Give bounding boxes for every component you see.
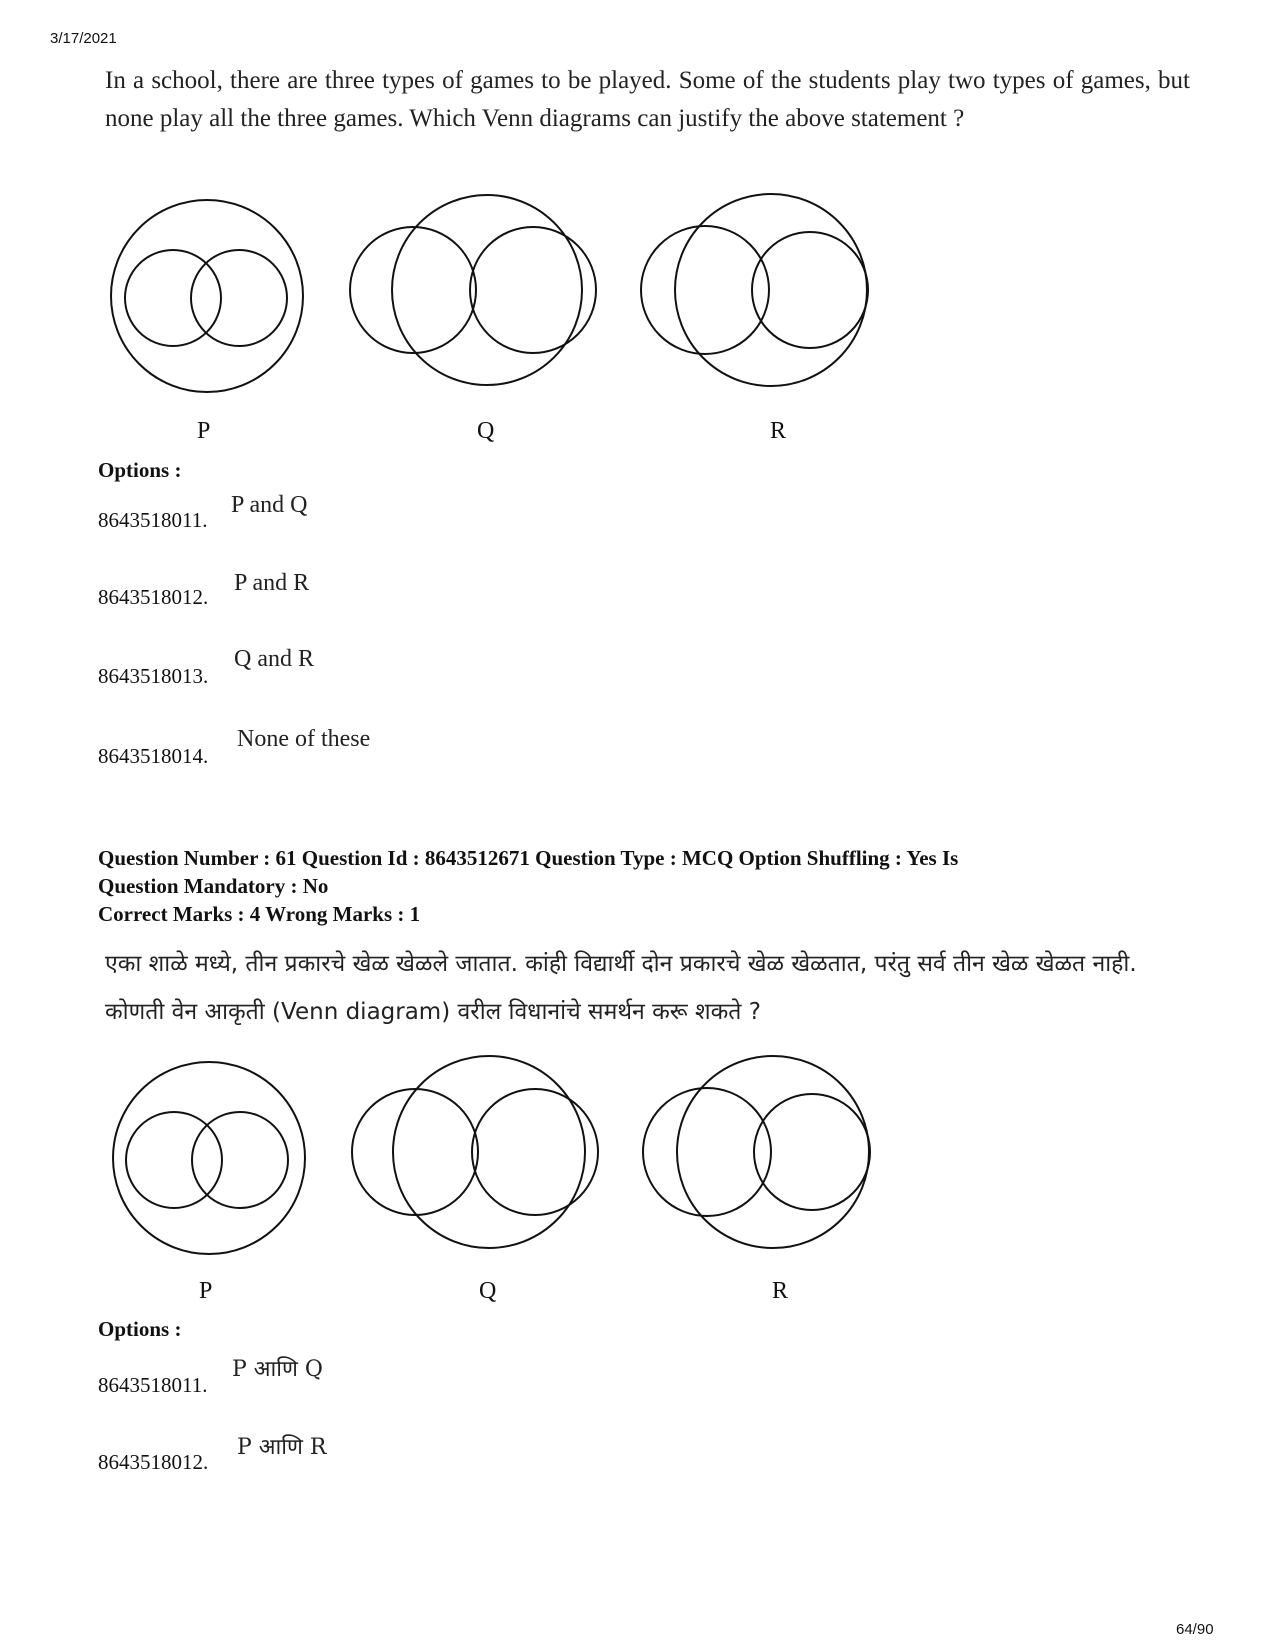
venn-diagram-p (111, 200, 303, 392)
option-text: None of these (237, 726, 371, 752)
venn-diagram-p (113, 1062, 305, 1254)
options-heading: Options : (98, 1317, 182, 1341)
option-id: 8643518013. (98, 664, 209, 688)
venn-diagram-r (641, 194, 868, 386)
option-id: 8643518012. (98, 1450, 209, 1474)
option-id: 8643518012. (98, 585, 209, 609)
question-text: In a school, there are three types of games to be played. Some of the students play two types of games, but none play all the three games. Which Venn diagrams can justify the above statement ? (105, 67, 1190, 132)
question-meta-line: Question Mandatory : No (98, 874, 329, 898)
venn-diagrams (105, 1052, 885, 1267)
diagram-label-q: Q (479, 1278, 497, 1304)
venn-diagrams (105, 190, 885, 405)
diagram-label-q: Q (477, 418, 495, 444)
venn-diagram-q (352, 1056, 598, 1248)
diagram-label-r: R (772, 1278, 789, 1304)
option-text: P and Q (231, 492, 308, 518)
option-text: P आणि Q (232, 1357, 323, 1382)
question-meta (98, 844, 1208, 900)
option-id: 8643518011. (98, 508, 208, 532)
option-text: Q and R (234, 646, 314, 672)
option-id: 8643518014. (98, 744, 209, 768)
option-text: P आणि R (237, 1435, 327, 1460)
print-date: 3/17/2021 (50, 30, 117, 47)
venn-diagram-r (643, 1056, 870, 1248)
diagram-label-p: P (199, 1278, 213, 1304)
option-text: P and R (234, 570, 310, 596)
option-id: 8643518011. (98, 1373, 208, 1397)
question-text-marathi: एका शाळे मध्ये, तीन प्रकारचे खेळ खेळले जातात. कांही विद्यार्थी दोन प्रकारचे खेळ खेळतात, परंतु सर्व तीन खेळ खेळत नाही. कोणती वेन आकृती (Venn diagram) वरील विधानांचे समर्थन करू शकते ? (105, 951, 1137, 1025)
diagram-label-p: P (197, 418, 211, 444)
question-meta-line: Question Number : 61 Question Id : 8643512671 Question Type : MCQ Option Shuffling : Yes Is (98, 846, 959, 870)
question-marks: Correct Marks : 4 Wrong Marks : 1 (98, 902, 421, 926)
page-number: 64/90 (1176, 1621, 1214, 1638)
venn-diagram-set (105, 190, 885, 400)
venn-diagram-set (105, 1052, 885, 1262)
diagram-label-r: R (770, 418, 787, 444)
venn-diagram-q (350, 195, 596, 385)
options-heading: Options : (98, 458, 182, 482)
